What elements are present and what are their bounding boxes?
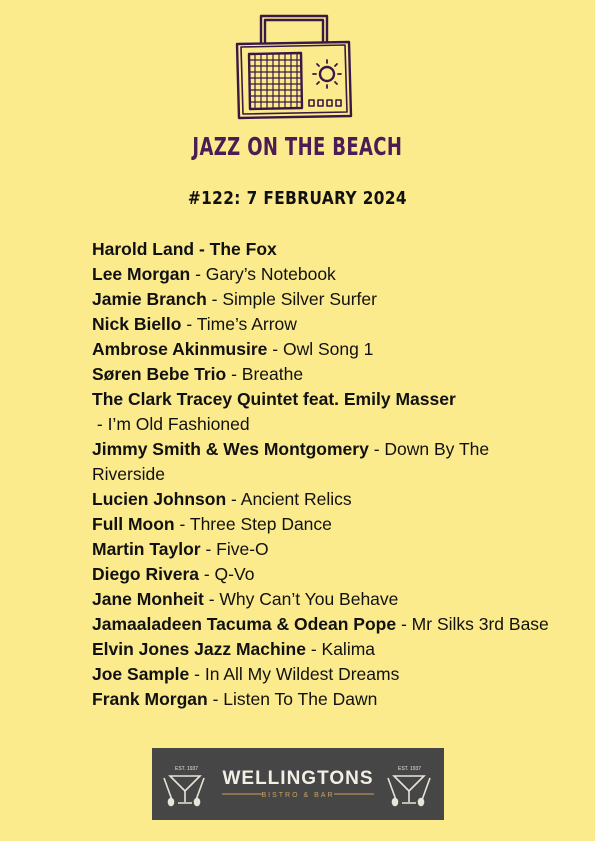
- track-title: Kalima: [321, 639, 376, 659]
- list-item: [92, 437, 562, 487]
- list-item: [92, 287, 562, 312]
- track-separator: -: [198, 564, 215, 584]
- track-title: I’m Old Fashioned: [107, 414, 250, 434]
- track-separator: -: [190, 264, 206, 284]
- show-title: JAZZ ON THE BEACH: [192, 132, 403, 161]
- list-item: [92, 687, 562, 712]
- track-artist: Nick Biello: [92, 314, 182, 334]
- track-title: Listen To The Dawn: [223, 689, 378, 709]
- track-title: Owl Song 1: [282, 339, 374, 359]
- track-separator: -: [226, 489, 241, 509]
- track-separator: -: [200, 539, 217, 559]
- track-separator: -: [92, 414, 108, 434]
- track-separator: -: [206, 289, 223, 309]
- track-artist: Frank Morgan: [92, 689, 208, 709]
- list-item: [92, 587, 562, 612]
- list-item: [92, 512, 562, 537]
- track-artist: Harold Land: [92, 239, 195, 259]
- track-title: The Fox: [209, 239, 277, 259]
- track-artist: Ambrose Akinmusire: [92, 339, 268, 359]
- list-item: [92, 362, 562, 387]
- track-title: Why Can’t You Behave: [219, 589, 399, 609]
- track-artist: Jamaaladeen Tacuma & Odean Pope: [92, 614, 397, 634]
- track-title: Three Step Dance: [189, 514, 332, 534]
- track-title: Down By The Riverside: [92, 439, 490, 484]
- track-title: Breathe: [241, 364, 304, 384]
- list-item: [92, 487, 562, 512]
- list-item: [92, 537, 562, 562]
- track-artist: The Clark Tracey Quintet feat. Emily Masser: [92, 389, 456, 409]
- track-artist: Søren Bebe Trio: [92, 364, 227, 384]
- track-separator: -: [194, 239, 210, 259]
- track-artist: Lucien Johnson: [92, 489, 227, 509]
- track-title: Mr Silks 3rd Base: [411, 614, 549, 634]
- list-item: [92, 562, 562, 587]
- track-artist: Full Moon: [92, 514, 175, 534]
- track-separator: -: [226, 364, 242, 384]
- track-title: Five-O: [216, 539, 269, 559]
- track-title: In All My Wildest Dreams: [204, 664, 400, 684]
- track-separator: -: [267, 339, 283, 359]
- list-item: [92, 637, 562, 662]
- list-item: [92, 262, 562, 287]
- list-item: [92, 312, 562, 337]
- episode-date: #122: 7 FEBRUARY 2024: [187, 188, 408, 209]
- cocktail-glass-cutlery-icon: [164, 766, 204, 806]
- list-item: [92, 237, 562, 262]
- track-artist: Jamie Branch: [92, 289, 207, 309]
- track-title: Q-Vo: [214, 564, 255, 584]
- track-artist: Jimmy Smith & Wes Montgomery: [92, 439, 369, 459]
- track-artist: Elvin Jones Jazz Machine: [92, 639, 306, 659]
- track-artist: Lee Morgan: [92, 264, 191, 284]
- sponsor-tagline: BISTRO & BAR: [261, 792, 335, 799]
- track-title: Ancient Relics: [240, 489, 352, 509]
- track-separator: -: [368, 439, 385, 459]
- track-artist: Joe Sample: [92, 664, 190, 684]
- track-separator: -: [396, 614, 412, 634]
- track-artist: Jane Monheit: [92, 589, 204, 609]
- track-separator: -: [174, 514, 190, 534]
- track-separator: -: [203, 589, 220, 609]
- track-separator: -: [189, 664, 205, 684]
- est-label-left: EST. 1937: [175, 766, 199, 772]
- track-separator: -: [207, 689, 224, 709]
- track-artist: Martin Taylor: [92, 539, 201, 559]
- sponsor-banner: [152, 748, 444, 820]
- est-label-right: EST. 1937: [398, 766, 422, 772]
- list-item: [92, 612, 562, 637]
- track-separator: -: [305, 639, 322, 659]
- track-title: Gary’s Notebook: [205, 264, 336, 284]
- list-item: [92, 337, 562, 362]
- track-title: Simple Silver Surfer: [222, 289, 377, 309]
- list-item: [92, 387, 562, 437]
- list-item: [92, 662, 562, 687]
- track-title: Time’s Arrow: [196, 314, 297, 334]
- sponsor-name: WELLINGTONS: [222, 768, 374, 789]
- track-separator: -: [181, 314, 197, 334]
- playlist: [92, 237, 562, 712]
- track-artist: Diego Rivera: [92, 564, 199, 584]
- radio-icon: [227, 12, 361, 122]
- cocktail-glass-cutlery-icon: [388, 766, 430, 806]
